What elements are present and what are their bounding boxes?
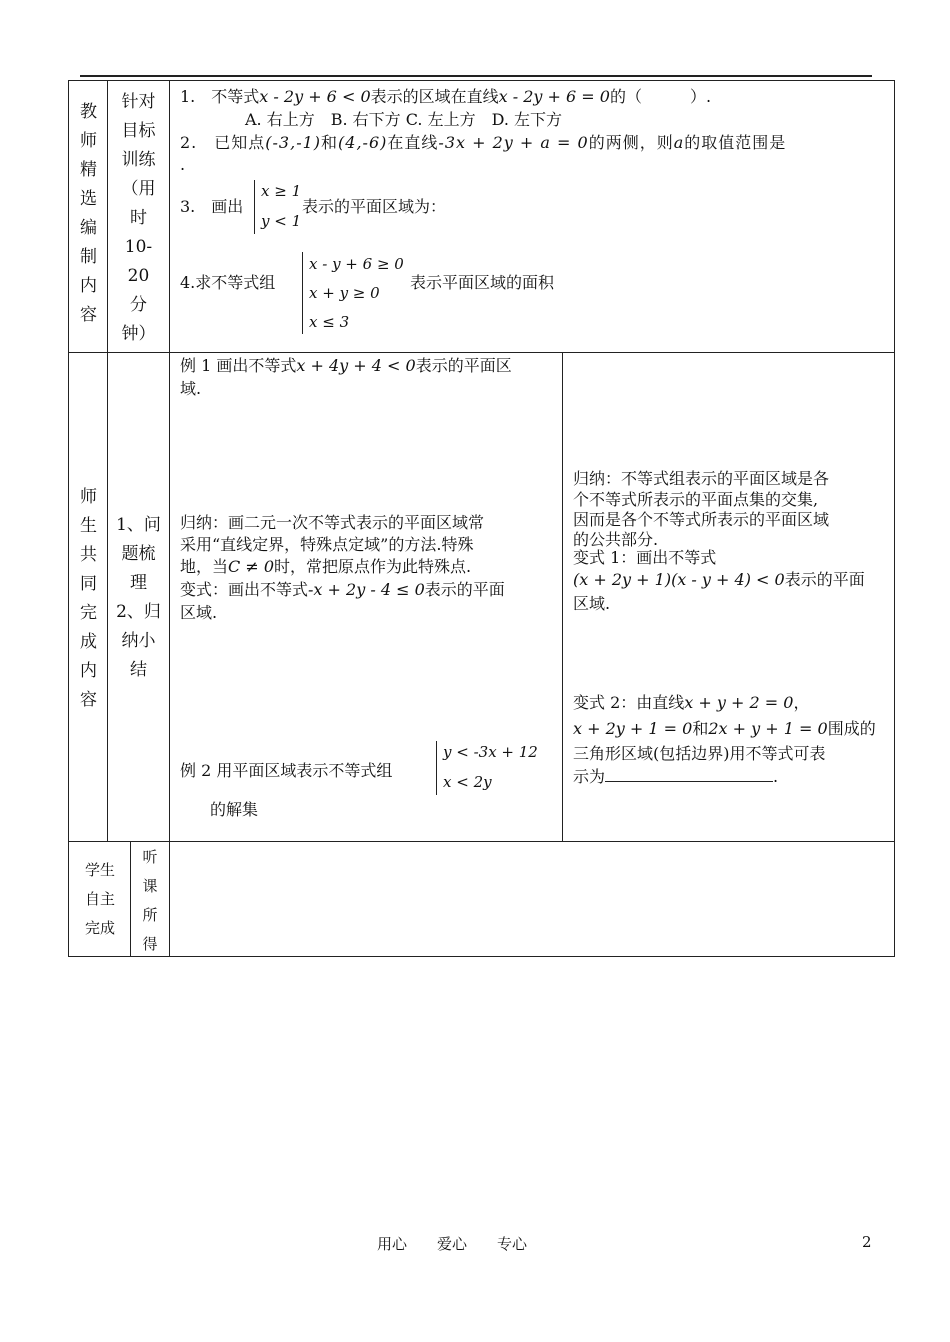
question-4-prefix: 4.求不等式组 — [180, 273, 276, 292]
left-summary-1: 归纳：画二元一次不等式表示的平面区域常 — [180, 513, 485, 532]
header-rule — [80, 75, 872, 77]
question-3-line1: x ≥ 1 — [261, 182, 302, 200]
variant-2-answer: 示为 . — [573, 767, 779, 786]
example-2-prefix: 例 2 用平面区域表示不等式组 — [180, 761, 393, 780]
variant-1-expr: (x + 2y + 1)(x - y + 4) < 0表示的平面 — [573, 570, 865, 589]
example-1: 例 1 画出不等式x + 4y + 4 < 0表示的平面区 — [180, 356, 512, 375]
question-3-suffix: 表示的平面区域为： — [302, 197, 447, 216]
question-1-options: A. 右上方 B. 右下方 C. 左上方 D. 左下方 — [245, 110, 563, 129]
example-2-brace — [436, 741, 437, 795]
question-4-line1: x - y + 6 ≥ 0 — [309, 255, 404, 273]
row-divider-2 — [68, 841, 895, 842]
right-summary-2: 个不等式所表示的平面点集的交集, — [573, 490, 819, 509]
example-1-end: 域. — [180, 379, 202, 398]
question-3-line2: y < 1 — [261, 212, 302, 230]
question-2-end: . — [180, 155, 186, 174]
variant-1: 变式 1：画出不等式 — [573, 548, 717, 567]
col-divider-d — [562, 352, 563, 841]
question-4-line2: x + y ≥ 0 — [309, 284, 380, 302]
example-2-suffix: 的解集 — [210, 800, 259, 819]
variant-2: 变式 2：由直线x + y + 2 = 0， — [573, 693, 810, 712]
variant-2-text: 三角形区域(包括边界)用不等式可表 — [573, 744, 826, 763]
footer-motto: 用心 爱心 专心 — [377, 1235, 528, 1253]
col-divider-b — [169, 80, 170, 957]
page-number: 2 — [862, 1233, 872, 1251]
example-2-line1: y < -3x + 12 — [443, 743, 538, 761]
question-4-line3: x ≤ 3 — [309, 313, 350, 331]
left-summary-2: 采用“直线定界，特殊点定域”的方法.特殊 — [180, 535, 474, 554]
right-summary-4: 的公共部分. — [573, 530, 659, 549]
section2-label: 师 生 共 同 完 成 内 容 — [80, 487, 97, 710]
left-variant: 变式：画出不等式-x + 2y - 4 ≤ 0表示的平面 — [180, 580, 505, 599]
row-divider-1 — [68, 352, 895, 353]
section3-label: 学生 自主 完成 — [84, 861, 115, 937]
section3-sublabel: 听 课 所 得 — [142, 848, 158, 953]
section2-sublabel: 1、问 题梳 理 2、归 纳小 结 — [116, 515, 161, 680]
variant-2-lines: x + 2y + 1 = 0和2x + y + 1 = 0围成的 — [573, 719, 876, 738]
example-2-line2: x < 2y — [443, 773, 492, 791]
answer-blank — [605, 765, 773, 782]
question-4-suffix: 表示平面区域的面积 — [410, 273, 555, 292]
section1-label: 教 师 精 选 编 制 内 容 — [80, 102, 97, 325]
right-summary-1: 归纳：不等式组表示的平面区域是各 — [573, 469, 830, 488]
left-variant-end: 区域. — [180, 603, 218, 622]
question-4-brace — [302, 252, 303, 334]
left-summary-3: 地，当C ≠ 0时，常把原点作为此特殊点. — [180, 557, 472, 576]
question-1: 1. 不等式x - 2y + 6 < 0表示的区域在直线x - 2y + 6 = 0的（ ）. — [180, 87, 712, 106]
section1-sublabel: 针对 目标 训练 （用 时 10- 20 分 钟） — [121, 92, 156, 344]
question-3-brace — [254, 180, 255, 234]
right-summary-3: 因而是各个不等式所表示的平面区域 — [573, 510, 830, 529]
question-2: 2. 已知点(-3,-1)和(4,-6)在直线-3x + 2y + a = 0的两侧，则a的取值范围是 — [180, 133, 787, 152]
variant-1-end: 区域. — [573, 594, 611, 613]
question-3-prefix: 3. 画出 — [180, 197, 244, 216]
